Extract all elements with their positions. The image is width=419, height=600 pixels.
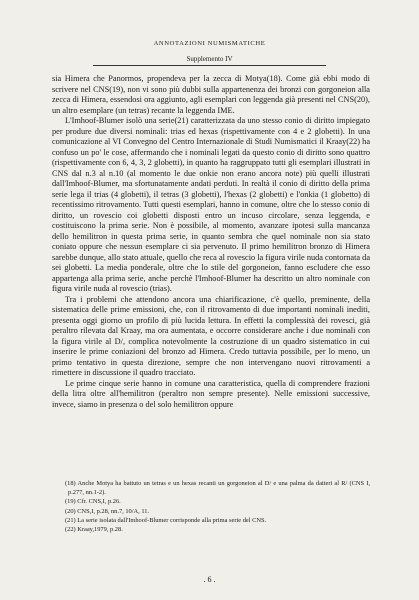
section-title: Supplemento IV [186, 55, 233, 63]
running-title: ANNOTAZIONI NUMISMATICHE [153, 40, 266, 47]
footnote-21: (21) La serie isolata dall'Imhoof-Blumer corrisponde alla prima serie del CNS. [65, 516, 267, 524]
page-number: . 6 . [203, 575, 216, 584]
footnotes [52, 479, 370, 534]
paragraph-4: Le prime cinque serie hanno in comune una caratteristica, quella di comprendere frazioni della litra oltre all'hemilitron (peraltro non sempre presente). Nelle emissioni successive, invece, siamo in presenza o del solo hemilitron oppure [52, 378, 370, 409]
header-rule [93, 65, 326, 66]
footnote-22: (22) Kraay,1979, p.28. [65, 526, 123, 534]
body-text [52, 74, 370, 410]
paragraph-3: Tra i problemi che attendono ancora una chiarificazione, c'è quello, preminente, della sistematica delle prime emissioni, che, con il ritrovamento di due importanti nominali inediti, presenta oggi giorno un profilo di più lucida lettura. In effetti la complessità dei rovesci, già peraltro rilevata dal Kraay, ma ora aumentata, e occorre considerare anche i due nominali con la figura virile al D/, complica notevolmente la costruzione di un quadro sistematico in cui inserire le prime coniazioni del bronzo ad Himera. Credo tuttavia possibile, per lo meno, un primo tentativo in questa direzione, sempre che non intervengano nuovi ritrovamenti a rimettere in discussione il quadro tracciato. [52, 294, 370, 377]
footnote-18: (18) Anche Motya ha battuto un tetras e un hexas recanti un gorgoneion al D/ e una palma da datteri al R/ (CNS I, p.277, nn.1-2). [65, 480, 370, 497]
paragraph-2: L'Imhoof-Blumer isolò una serie(21) caratterizzata da uno stesso conio di diritto impiegato per produre due diversi nominali: trias ed hexas (rispettivamente con 4 e 2 globetti). In una comunicazione al VI Convegno del Centro Internazionale di Studi Numismatici il Kraay(22) ha confuso un po' le cose, affermando che i nominali legati da questo conio di diritto sono quattro (rispettivamente con 6, 4, 3, 2 globetti), in quanto ha raggruppato tutti gli esemplari illustrati in CNS dal n.3 al n.10 (al momento le due onkie non erano ancora note) più quelli illustrati dall'Imhoof-Blumer, ma sfortunatamente andati perduti. In realtà il conio di diritto della prima serie lega il trias (4 globetti), il tetras (3 globetti), l'hexas (2 globetti) e l'onkia (1 globetto) di recentissimo ritrovamento. Tutti questi esemplari, hanno in comune, oltre che lo stesso conio di diritto, un rovescio coi globetti disposti entro un incuso circolare, senza leggenda, e costituiscono la prima serie. Non è possibile, al momento, avanzare ipotesi sulla mancanza dello hemilitron in questa prima serie, in quanto sembra che quel nominale non sia stato coniato oppure che nessun esemplare ci sia pervenuto. Il primo hemilitron bronzo di Himera sarebbe dunque, allo stato attuale, quello che reca al rovescio la figura virile nuda contornata da sei globetti. La media ponderale, oltre che lo stile del gorgoneion, fanno escludere che esso appartenga alla prima serie, anche perchè l'Imhoof-Blumer ha descritto un altro nominale con figura virile nuda al rovescio (trias). [52, 116, 370, 293]
footnote-19: (19) Cfr. CNS,I, p.26. [65, 498, 121, 506]
paragraph-1: sia Himera che Panormos, propendeva per la zecca di Motya(18). Come già ebbi modo di scrivere nel CNS(19), non vi sono più dubbi sulla appartenenza dei bronzi con gorgoneion alla zecca di Himera, essendosi ora aggiunto, agli esemplari con leggenda già presenti nel CNS(20), un altro esemplare (un tetras) recante la leggenda IME. [52, 74, 370, 115]
footnote-20: (20) CNS,I, p.28, nn.7, 10/A, 11. [65, 507, 150, 515]
